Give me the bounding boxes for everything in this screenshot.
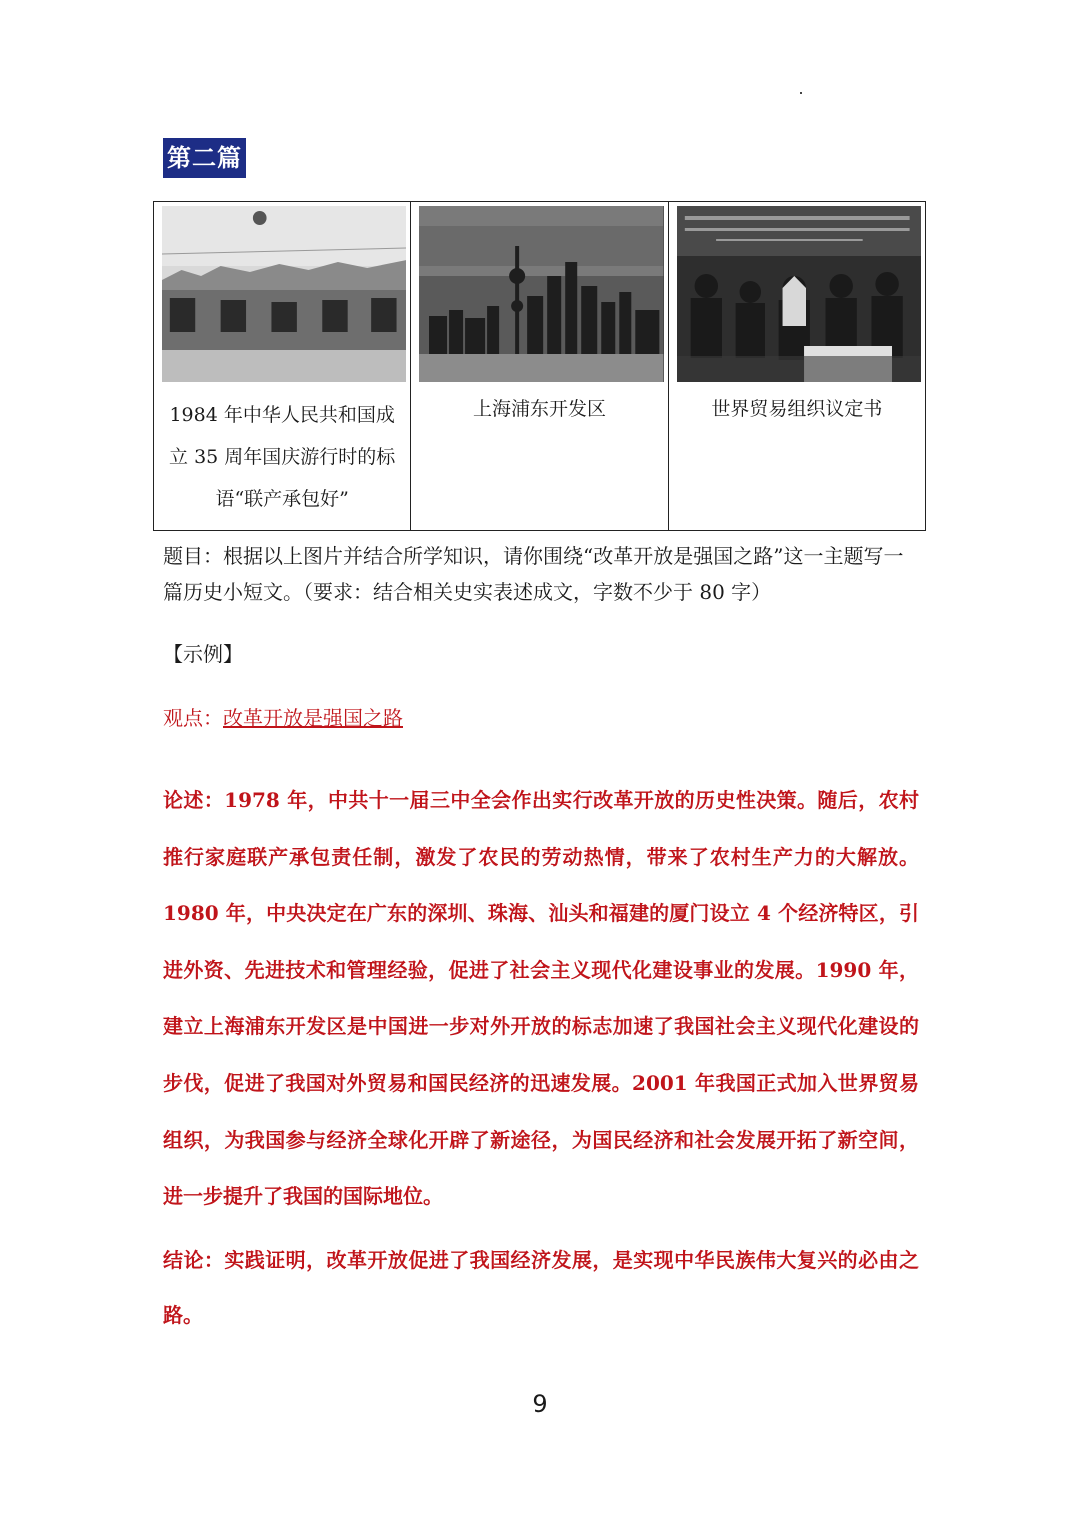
- image-caption-parade: 1984 年中华人民共和国成立 35 周年国庆游行时的标语“联产承包好”: [169, 404, 396, 510]
- section-title: 第二篇: [163, 138, 246, 178]
- pudong-photo: [419, 206, 663, 382]
- viewpoint-label: 观点：: [163, 706, 223, 730]
- image-caption-wto: 世界贸易组织议定书: [711, 398, 883, 420]
- question-prompt: 题目：根据以上图片并结合所学知识，请你围绕“改革开放是强国之路”这一主题写一篇历史小短文。（要求：结合相关史实表述成文，字数不少于 80 字）: [163, 544, 904, 604]
- image-cell-wto: [668, 202, 925, 530]
- image-cell-parade: [154, 202, 410, 530]
- page-number: 9: [532, 1390, 548, 1418]
- conclusion-paragraph: 结论：实践证明，改革开放促进了我国经济发展，是实现中华民族伟大复兴的必由之路。: [163, 1248, 919, 1327]
- image-cell-pudong: [410, 202, 667, 530]
- image-caption-pudong: 上海浦东开发区: [472, 398, 606, 420]
- example-label: 【示例】: [163, 642, 243, 666]
- scan-speck: [800, 92, 802, 94]
- wto-photo: [677, 206, 921, 382]
- viewpoint: [163, 700, 403, 736]
- viewpoint-text: 改革开放是强国之路: [223, 706, 403, 730]
- argument-paragraph: 论述：1978 年，中共十一届三中全会作出实行改革开放的历史性决策。随后，农村推行家庭联产承包责任制，激发了农民的劳动热情，带来了农村生产力的大解放。1980 年，中央决定在广东的深圳、珠海、汕头和福建的厦门设立 4 个经济特区，引进外资、先进技术和管理经验，促进了社会主义现代化建设事业的发展。1990 年，建立上海浦东开发区是中国进一步对外开放的标志加速了我国社会主义现代化建设的步伐，促进了我国对外贸易和国民经济的迅速发展。2001 年我国正式加入世界贸易组织，为我国参与经济全球化开辟了新途径，为国民经济和社会发展开拓了新空间，进一步提升了我国的国际地位。: [163, 788, 919, 1209]
- parade-photo: [162, 206, 406, 382]
- image-table: [153, 201, 926, 531]
